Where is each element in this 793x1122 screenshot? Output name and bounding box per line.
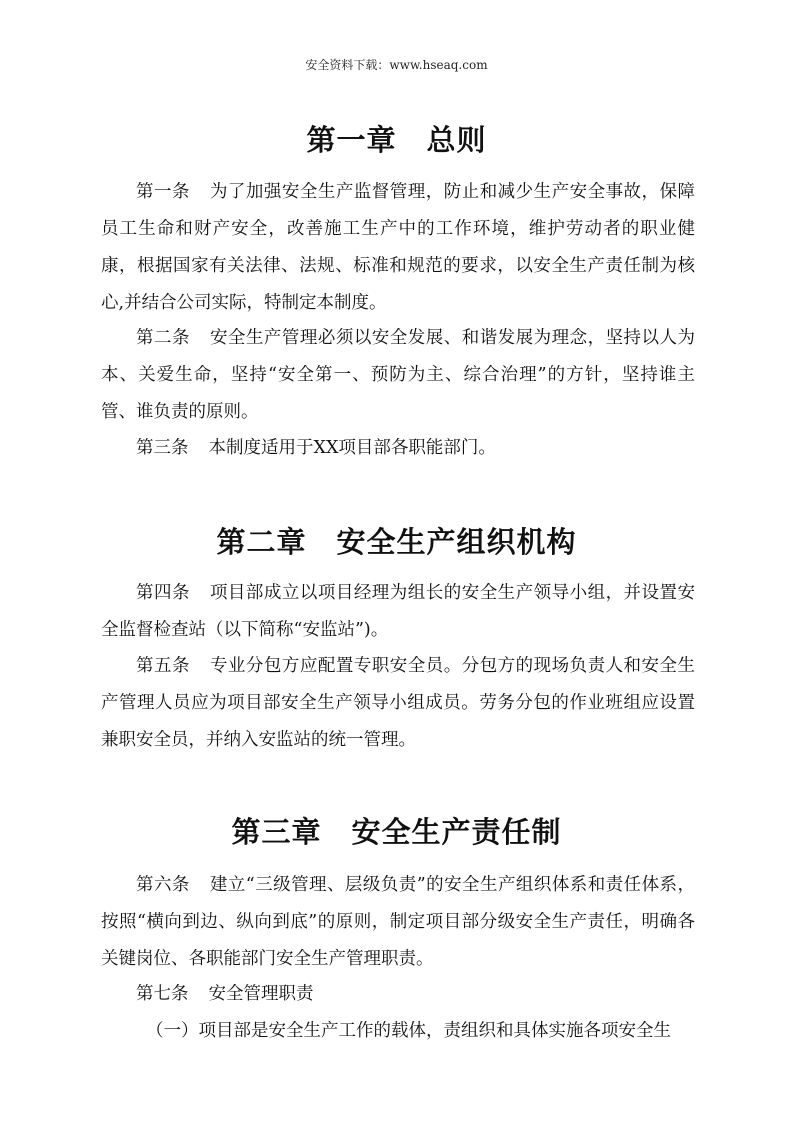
article-4-text: 项目部成立以项目经理为组长的安全生产领导小组，并设置安全监督检查站（以下简称“安监站”)。	[101, 583, 696, 640]
article-1-text: 为了加强安全生产监督管理，防止和减少生产安全事故，保障员工生命和财产安全，改善施工生产中的工作环境，维护劳动者的职业健康，根据国家有关法律、法规、标准和规范的要求，以安全生产责任制为核心,并结合公司实际，特制定本制度。	[101, 182, 696, 313]
article-1-label: 第一条	[136, 182, 190, 202]
article-7-text: 安全管理职责	[208, 984, 314, 1004]
chapter-3-heading	[0, 810, 793, 851]
chapter-1-number: 第一章	[306, 123, 397, 157]
article-7-label: 第七条	[136, 984, 189, 1004]
article-5-label: 第五条	[136, 656, 190, 676]
article-7-item-1	[101, 1013, 695, 1050]
article-5-text: 专业分包方应配置专职安全员。分包方的现场负责人和安全生产管理人员应为项目部安全生产领导小组成员。劳务分包的作业班组应设置兼职安全员，并纳入安监站的统一管理。	[101, 656, 696, 750]
article-7	[101, 976, 695, 1013]
article-6-label: 第六条	[136, 875, 190, 895]
article-2-label: 第二条	[136, 328, 190, 348]
article-3-label: 第三条	[136, 438, 189, 458]
article-1	[101, 174, 695, 322]
article-2-text: 安全生产管理必须以安全发展、和谐发展为理念，坚持以人为本、关爱生命，坚持“安全第一、预防为主、综合治理”的方针，坚持谁主管、谁负责的原则。	[101, 328, 696, 422]
chapter-3-title: 安全生产责任制	[351, 815, 562, 849]
page-header: 安全资料下载：www.hseaq.com	[305, 58, 488, 72]
chapter-2-heading	[0, 520, 793, 561]
chapter-1-title: 总则	[426, 123, 487, 157]
chapter-3-number: 第三章	[231, 815, 322, 849]
article-5	[101, 648, 695, 759]
chapter-1-heading	[0, 118, 793, 159]
article-3-text: 本制度适用于XX项目部各职能部门。	[208, 438, 496, 458]
chapter-2-number: 第二章	[216, 525, 307, 559]
article-6	[101, 867, 695, 978]
article-4-label: 第四条	[136, 583, 190, 603]
chapter-2-title: 安全生产组织机构	[336, 525, 577, 559]
article-6-text: 建立“三级管理、层级负责”的安全生产组织体系和责任体系，按照“横向到边、纵向到底”的原则，制定项目部分级安全生产责任，明确各关键岗位、各职能部门安全生产管理职责。	[101, 875, 695, 969]
article-3	[101, 430, 695, 467]
article-2	[101, 320, 695, 431]
article-4	[101, 575, 695, 649]
article-7-item-1-text: （一）项目部是安全生产工作的载体，责组织和具体实施各项安全生	[146, 1021, 671, 1041]
